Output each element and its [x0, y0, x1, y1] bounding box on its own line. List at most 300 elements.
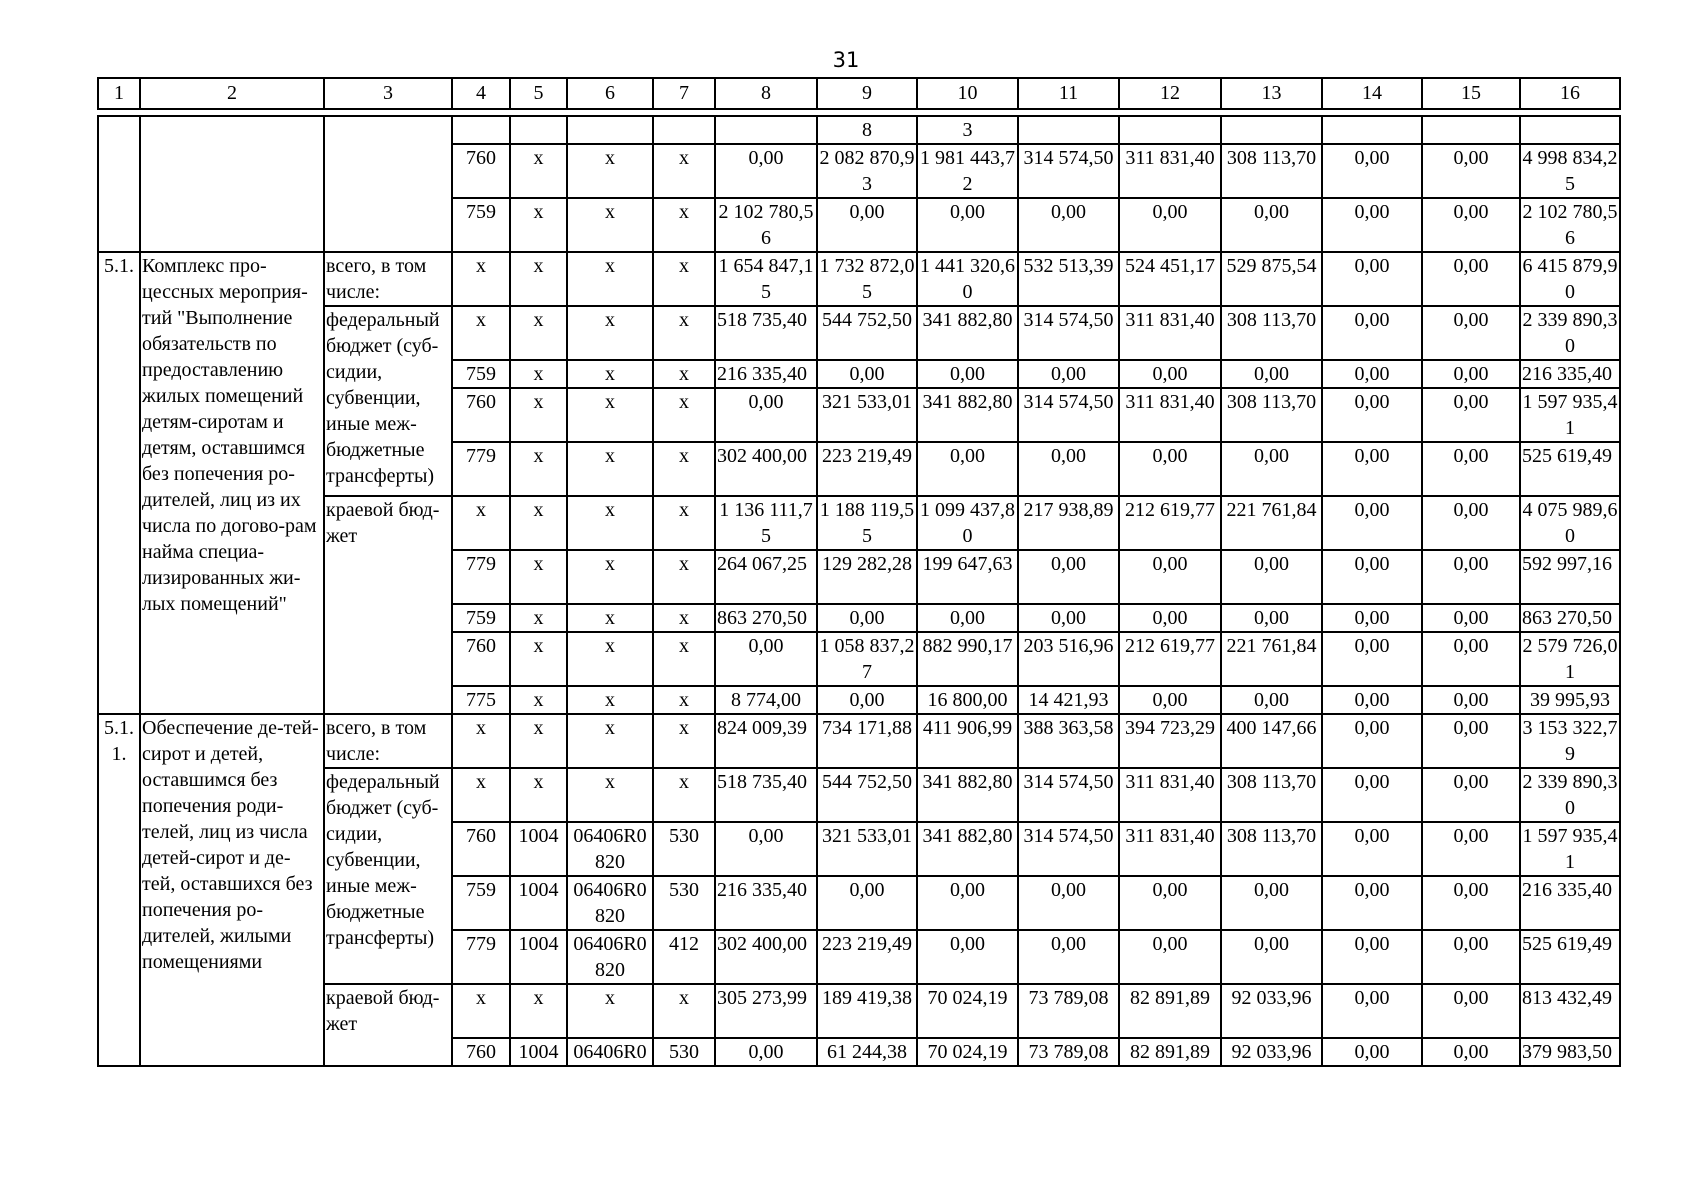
cell-col16: 525 619,49	[1520, 930, 1620, 984]
cell-col8: 0,00	[715, 632, 817, 686]
header-cell: 11	[1018, 78, 1119, 109]
cell-col5	[510, 116, 567, 144]
cell-col11: 0,00	[1018, 198, 1119, 252]
cell-col13: 529 875,54	[1221, 252, 1322, 306]
cell-col15: 0,00	[1422, 144, 1520, 198]
header-cell: 1	[98, 78, 140, 109]
cell-col9: 321 533,01	[817, 822, 917, 876]
cell-col8: 518 735,40	[715, 768, 817, 822]
cell-col12: 0,00	[1119, 604, 1221, 632]
cell-col16: 4 998 834,25	[1520, 144, 1620, 198]
cell-col9: 544 752,50	[817, 768, 917, 822]
cell-col7: x	[653, 550, 715, 604]
cell-col11	[1018, 116, 1119, 144]
cell-col4: x	[452, 306, 510, 360]
cell-col16: 813 432,49	[1520, 984, 1620, 1038]
cell-col9: 0,00	[817, 198, 917, 252]
cell-col15: 0,00	[1422, 686, 1520, 714]
cell-col15: 0,00	[1422, 360, 1520, 388]
cell-col11: 73 789,08	[1018, 1038, 1119, 1066]
cell-col14: 0,00	[1322, 144, 1422, 198]
cell-col7: x	[653, 360, 715, 388]
table-row	[98, 714, 1620, 768]
cell-col9: 321 533,01	[817, 388, 917, 442]
cell-col11: 73 789,08	[1018, 984, 1119, 1038]
cell-col5: x	[510, 714, 567, 768]
cell-col10: 0,00	[917, 876, 1018, 930]
cell-col6: 06406R0	[567, 1038, 653, 1066]
table-row	[98, 768, 1620, 822]
cell-col8: 824 009,39	[715, 714, 817, 768]
cell-col14: 0,00	[1322, 442, 1422, 496]
cell-col12: 311 831,40	[1119, 144, 1221, 198]
cell-col11: 14 421,93	[1018, 686, 1119, 714]
cell-col13: 0,00	[1221, 930, 1322, 984]
cell-col15: 0,00	[1422, 388, 1520, 442]
cell-col11: 532 513,39	[1018, 252, 1119, 306]
cell-col13	[1221, 116, 1322, 144]
cell-col5: x	[510, 686, 567, 714]
cell-col15: 0,00	[1422, 822, 1520, 876]
cell-col8: 518 735,40	[715, 306, 817, 360]
cell-col7: 530	[653, 822, 715, 876]
cell-col8: 302 400,00	[715, 930, 817, 984]
cell-col8: 0,00	[715, 144, 817, 198]
cell-col12: 0,00	[1119, 930, 1221, 984]
cell-col14: 0,00	[1322, 198, 1422, 252]
cell-col4: 760	[452, 388, 510, 442]
cell-col5: 1004	[510, 822, 567, 876]
cell-col10: 1 441 320,60	[917, 252, 1018, 306]
cell-col14: 0,00	[1322, 930, 1422, 984]
table-row	[98, 306, 1620, 360]
section-number-cell	[98, 116, 140, 252]
cell-col13: 0,00	[1221, 686, 1322, 714]
cell-col10: 341 882,80	[917, 822, 1018, 876]
cell-col4: x	[452, 768, 510, 822]
cell-col5: x	[510, 604, 567, 632]
separator-cell	[98, 109, 1620, 116]
cell-col6: x	[567, 144, 653, 198]
cell-col14: 0,00	[1322, 768, 1422, 822]
funding-source-cell: федеральный бюджет (суб-сидии, субвенции, иные меж-бюджетные трансферты)	[324, 768, 452, 984]
cell-col5: x	[510, 768, 567, 822]
cell-col7: x	[653, 768, 715, 822]
cell-col12: 524 451,17	[1119, 252, 1221, 306]
cell-col4: x	[452, 252, 510, 306]
cell-col5: x	[510, 252, 567, 306]
cell-col11: 0,00	[1018, 930, 1119, 984]
cell-col6: x	[567, 604, 653, 632]
cell-col11: 388 363,58	[1018, 714, 1119, 768]
cell-col14: 0,00	[1322, 876, 1422, 930]
cell-col7: x	[653, 198, 715, 252]
cell-col11: 0,00	[1018, 550, 1119, 604]
table-row	[98, 496, 1620, 550]
cell-col15: 0,00	[1422, 198, 1520, 252]
cell-col10: 70 024,19	[917, 984, 1018, 1038]
cell-col8: 863 270,50	[715, 604, 817, 632]
cell-col6: x	[567, 984, 653, 1038]
cell-col4: 779	[452, 442, 510, 496]
header-cell: 16	[1520, 78, 1620, 109]
cell-col12: 82 891,89	[1119, 1038, 1221, 1066]
cell-col7: x	[653, 306, 715, 360]
cell-col4	[452, 116, 510, 144]
cell-col7: x	[653, 144, 715, 198]
cell-col13: 308 113,70	[1221, 822, 1322, 876]
header-cell: 3	[324, 78, 452, 109]
section-name-cell: Обеспечение де-тей-сирот и детей, оставшимся без попечения роди-телей, лиц из числа детей-сирот и де-тей, оставшихся без попечения ро-дителей, жилыми помещениями	[140, 714, 324, 1066]
cell-col8: 0,00	[715, 1038, 817, 1066]
budget-table	[97, 77, 1621, 1067]
cell-col15: 0,00	[1422, 876, 1520, 930]
cell-col14: 0,00	[1322, 632, 1422, 686]
cell-col5: x	[510, 360, 567, 388]
cell-col15: 0,00	[1422, 306, 1520, 360]
cell-col8: 305 273,99	[715, 984, 817, 1038]
cell-col7: x	[653, 604, 715, 632]
cell-col12: 0,00	[1119, 198, 1221, 252]
cell-col15: 0,00	[1422, 442, 1520, 496]
cell-col12: 0,00	[1119, 876, 1221, 930]
cell-col6: x	[567, 496, 653, 550]
header-cell: 10	[917, 78, 1018, 109]
cell-col14: 0,00	[1322, 360, 1422, 388]
cell-col5: x	[510, 984, 567, 1038]
cell-col13: 308 113,70	[1221, 388, 1322, 442]
cell-col10: 3	[917, 116, 1018, 144]
cell-col4: x	[452, 496, 510, 550]
cell-col16	[1520, 116, 1620, 144]
cell-col16: 216 335,40	[1520, 876, 1620, 930]
cell-col5: x	[510, 496, 567, 550]
cell-col6: x	[567, 442, 653, 496]
cell-col13: 221 761,84	[1221, 496, 1322, 550]
cell-col11: 314 574,50	[1018, 388, 1119, 442]
cell-col16: 592 997,16	[1520, 550, 1620, 604]
cell-col12: 82 891,89	[1119, 984, 1221, 1038]
cell-col4: 779	[452, 550, 510, 604]
cell-col12: 311 831,40	[1119, 768, 1221, 822]
cell-col5: x	[510, 306, 567, 360]
cell-col10: 411 906,99	[917, 714, 1018, 768]
cell-col12: 0,00	[1119, 550, 1221, 604]
cell-col16: 2 339 890,30	[1520, 768, 1620, 822]
cell-col13: 308 113,70	[1221, 306, 1322, 360]
cell-col4: 775	[452, 686, 510, 714]
cell-col8: 2 102 780,56	[715, 198, 817, 252]
cell-col6: x	[567, 714, 653, 768]
cell-col16: 4 075 989,60	[1520, 496, 1620, 550]
cell-col14	[1322, 116, 1422, 144]
cell-col11: 0,00	[1018, 876, 1119, 930]
cell-col12: 0,00	[1119, 360, 1221, 388]
cell-col4: 760	[452, 632, 510, 686]
cell-col13: 0,00	[1221, 360, 1322, 388]
funding-source-cell: краевой бюд-жет	[324, 984, 452, 1066]
cell-col8	[715, 116, 817, 144]
cell-col15: 0,00	[1422, 496, 1520, 550]
cell-col4: x	[452, 984, 510, 1038]
cell-col9: 8	[817, 116, 917, 144]
cell-col4: x	[452, 714, 510, 768]
cell-col16: 3 153 322,79	[1520, 714, 1620, 768]
cell-col14: 0,00	[1322, 496, 1422, 550]
cell-col4: 760	[452, 1038, 510, 1066]
table-row	[98, 984, 1620, 1038]
cell-col13: 400 147,66	[1221, 714, 1322, 768]
cell-col4: 760	[452, 144, 510, 198]
cell-col15: 0,00	[1422, 714, 1520, 768]
cell-col10: 70 024,19	[917, 1038, 1018, 1066]
cell-col14: 0,00	[1322, 714, 1422, 768]
cell-col14: 0,00	[1322, 252, 1422, 306]
cell-col10: 0,00	[917, 198, 1018, 252]
cell-col6: 06406R0820	[567, 876, 653, 930]
cell-col9: 544 752,50	[817, 306, 917, 360]
header-cell: 9	[817, 78, 917, 109]
cell-col6: x	[567, 198, 653, 252]
cell-col14: 0,00	[1322, 550, 1422, 604]
cell-col9: 189 419,38	[817, 984, 917, 1038]
cell-col7: 530	[653, 1038, 715, 1066]
cell-col16: 2 102 780,56	[1520, 198, 1620, 252]
cell-col10: 199 647,63	[917, 550, 1018, 604]
cell-col13: 0,00	[1221, 442, 1322, 496]
cell-col4: 759	[452, 198, 510, 252]
cell-col15: 0,00	[1422, 550, 1520, 604]
cell-col10: 882 990,17	[917, 632, 1018, 686]
cell-col15: 0,00	[1422, 1038, 1520, 1066]
cell-col16: 863 270,50	[1520, 604, 1620, 632]
cell-col12: 0,00	[1119, 686, 1221, 714]
cell-col4: 760	[452, 822, 510, 876]
cell-col7: x	[653, 632, 715, 686]
cell-col13: 0,00	[1221, 550, 1322, 604]
funding-source-cell: краевой бюд-жет	[324, 496, 452, 714]
table-row	[98, 116, 1620, 144]
cell-col9: 1 188 119,55	[817, 496, 917, 550]
cell-col4: 759	[452, 360, 510, 388]
header-cell: 5	[510, 78, 567, 109]
cell-col9: 61 244,38	[817, 1038, 917, 1066]
cell-col15: 0,00	[1422, 252, 1520, 306]
cell-col6: x	[567, 388, 653, 442]
cell-col11: 0,00	[1018, 360, 1119, 388]
cell-col11: 314 574,50	[1018, 768, 1119, 822]
cell-col12: 212 619,77	[1119, 632, 1221, 686]
cell-col9: 0,00	[817, 686, 917, 714]
cell-col9: 0,00	[817, 360, 917, 388]
cell-col15: 0,00	[1422, 984, 1520, 1038]
cell-col9: 734 171,88	[817, 714, 917, 768]
cell-col5: x	[510, 550, 567, 604]
cell-col8: 216 335,40	[715, 876, 817, 930]
cell-col7: x	[653, 442, 715, 496]
cell-col8: 216 335,40	[715, 360, 817, 388]
cell-col6	[567, 116, 653, 144]
cell-col10: 1 099 437,80	[917, 496, 1018, 550]
section-number-cell: 5.1.	[98, 252, 140, 714]
header-cell: 15	[1422, 78, 1520, 109]
cell-col14: 0,00	[1322, 984, 1422, 1038]
cell-col6: x	[567, 360, 653, 388]
cell-col12	[1119, 116, 1221, 144]
cell-col5: x	[510, 144, 567, 198]
cell-col7: x	[653, 496, 715, 550]
funding-source-cell	[324, 116, 452, 252]
cell-col11: 0,00	[1018, 442, 1119, 496]
cell-col9: 129 282,28	[817, 550, 917, 604]
page-number: 31	[832, 48, 860, 72]
cell-col7: 412	[653, 930, 715, 984]
cell-col7: x	[653, 388, 715, 442]
cell-col16: 39 995,93	[1520, 686, 1620, 714]
cell-col14: 0,00	[1322, 686, 1422, 714]
cell-col15	[1422, 116, 1520, 144]
cell-col13: 0,00	[1221, 604, 1322, 632]
funding-source-cell: всего, в том числе:	[324, 714, 452, 768]
cell-col6: x	[567, 768, 653, 822]
cell-col7	[653, 116, 715, 144]
cell-col11: 314 574,50	[1018, 306, 1119, 360]
cell-col5: x	[510, 632, 567, 686]
cell-col5: 1004	[510, 1038, 567, 1066]
cell-col6: 06406R0820	[567, 930, 653, 984]
header-cell: 8	[715, 78, 817, 109]
cell-col12: 394 723,29	[1119, 714, 1221, 768]
cell-col8: 1 654 847,15	[715, 252, 817, 306]
cell-col9: 0,00	[817, 604, 917, 632]
cell-col11: 0,00	[1018, 604, 1119, 632]
cell-col10: 341 882,80	[917, 388, 1018, 442]
cell-col12: 311 831,40	[1119, 388, 1221, 442]
cell-col4: 759	[452, 876, 510, 930]
cell-col15: 0,00	[1422, 930, 1520, 984]
cell-col6: x	[567, 550, 653, 604]
cell-col9: 0,00	[817, 876, 917, 930]
cell-col10: 0,00	[917, 604, 1018, 632]
table-row	[98, 252, 1620, 306]
cell-col8: 8 774,00	[715, 686, 817, 714]
cell-col5: x	[510, 198, 567, 252]
cell-col10: 341 882,80	[917, 768, 1018, 822]
cell-col13: 0,00	[1221, 198, 1322, 252]
cell-col9: 2 082 870,93	[817, 144, 917, 198]
cell-col6: x	[567, 306, 653, 360]
cell-col10: 0,00	[917, 930, 1018, 984]
cell-col12: 212 619,77	[1119, 496, 1221, 550]
table-body	[98, 116, 1620, 1066]
header-cell: 2	[140, 78, 324, 109]
cell-col11: 203 516,96	[1018, 632, 1119, 686]
header-cell: 4	[452, 78, 510, 109]
cell-col10: 0,00	[917, 442, 1018, 496]
cell-col16: 1 597 935,41	[1520, 822, 1620, 876]
cell-col12: 0,00	[1119, 442, 1221, 496]
cell-col13: 0,00	[1221, 876, 1322, 930]
header-cell: 6	[567, 78, 653, 109]
cell-col14: 0,00	[1322, 306, 1422, 360]
section-number-cell: 5.1.1.	[98, 714, 140, 1066]
cell-col10: 1 981 443,72	[917, 144, 1018, 198]
cell-col8: 0,00	[715, 388, 817, 442]
section-name-cell: Комплекс про-цессных мероприя-тий "Выполнение обязательств по предоставлению жилых помещений детям-сиротам и детям, оставшимся без попечения ро-дителей, лиц из их числа по догово-рам найма специа-лизированных жи-лых помещений"	[140, 252, 324, 714]
cell-col6: x	[567, 252, 653, 306]
cell-col16: 2 339 890,30	[1520, 306, 1620, 360]
cell-col11: 314 574,50	[1018, 144, 1119, 198]
cell-col8: 302 400,00	[715, 442, 817, 496]
cell-col9: 223 219,49	[817, 930, 917, 984]
cell-col9: 223 219,49	[817, 442, 917, 496]
cell-col16: 1 597 935,41	[1520, 388, 1620, 442]
cell-col10: 341 882,80	[917, 306, 1018, 360]
cell-col15: 0,00	[1422, 632, 1520, 686]
header-separator	[98, 109, 1620, 116]
cell-col9: 1 732 872,05	[817, 252, 917, 306]
funding-source-cell: всего, в том числе:	[324, 252, 452, 306]
cell-col7: x	[653, 252, 715, 306]
section-name-cell	[140, 116, 324, 252]
cell-col11: 217 938,89	[1018, 496, 1119, 550]
cell-col13: 308 113,70	[1221, 768, 1322, 822]
cell-col6: x	[567, 632, 653, 686]
header-cell: 14	[1322, 78, 1422, 109]
cell-col5: 1004	[510, 930, 567, 984]
cell-col4: 779	[452, 930, 510, 984]
cell-col7: x	[653, 686, 715, 714]
cell-col7: x	[653, 714, 715, 768]
cell-col5: x	[510, 388, 567, 442]
cell-col6: 06406R0820	[567, 822, 653, 876]
cell-col13: 92 033,96	[1221, 984, 1322, 1038]
cell-col15: 0,00	[1422, 604, 1520, 632]
cell-col8: 264 067,25	[715, 550, 817, 604]
cell-col10: 0,00	[917, 360, 1018, 388]
cell-col16: 6 415 879,90	[1520, 252, 1620, 306]
cell-col15: 0,00	[1422, 768, 1520, 822]
cell-col13: 308 113,70	[1221, 144, 1322, 198]
header-cell: 13	[1221, 78, 1322, 109]
cell-col13: 92 033,96	[1221, 1038, 1322, 1066]
cell-col11: 314 574,50	[1018, 822, 1119, 876]
cell-col6: x	[567, 686, 653, 714]
cell-col16: 525 619,49	[1520, 442, 1620, 496]
cell-col14: 0,00	[1322, 388, 1422, 442]
cell-col12: 311 831,40	[1119, 822, 1221, 876]
cell-col7: x	[653, 984, 715, 1038]
cell-col8: 0,00	[715, 822, 817, 876]
header-row	[98, 78, 1620, 109]
cell-col16: 2 579 726,01	[1520, 632, 1620, 686]
cell-col13: 221 761,84	[1221, 632, 1322, 686]
cell-col5: x	[510, 442, 567, 496]
cell-col8: 1 136 111,75	[715, 496, 817, 550]
cell-col4: 759	[452, 604, 510, 632]
cell-col5: 1004	[510, 876, 567, 930]
header-cell: 12	[1119, 78, 1221, 109]
cell-col16: 216 335,40	[1520, 360, 1620, 388]
cell-col16: 379 983,50	[1520, 1038, 1620, 1066]
cell-col10: 16 800,00	[917, 686, 1018, 714]
cell-col9: 1 058 837,27	[817, 632, 917, 686]
cell-col14: 0,00	[1322, 1038, 1422, 1066]
header-cell: 7	[653, 78, 715, 109]
cell-col7: 530	[653, 876, 715, 930]
cell-col12: 311 831,40	[1119, 306, 1221, 360]
cell-col14: 0,00	[1322, 822, 1422, 876]
